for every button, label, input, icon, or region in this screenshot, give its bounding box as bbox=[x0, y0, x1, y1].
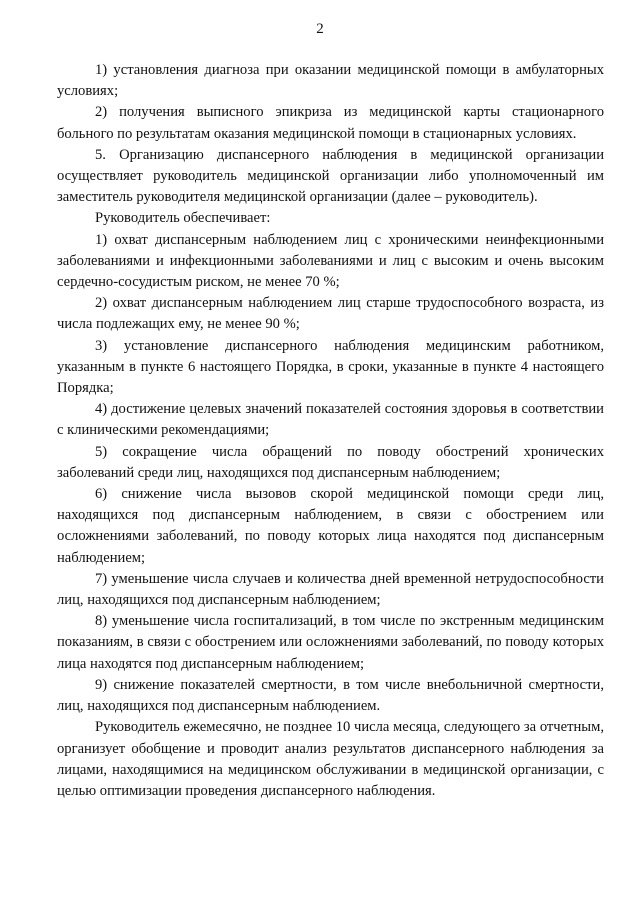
paragraph-organization: 5. Организацию диспансерного наблюдения в медицинской организации осуществляет руководитель медицинской организации либо уполномоченный им заместитель руководителя медицинской организации (далее – руководитель). bbox=[57, 146, 604, 206]
list-item: 7) уменьшение числа случаев и количества дней временной нетрудоспособности лиц, находящихся под диспансерным наблюдением; bbox=[57, 570, 604, 609]
list-item: 9) снижение показателей смертности, в том числе внебольничной смертности, лиц, находящихся под диспансерным наблюдением. bbox=[57, 676, 604, 715]
paragraph-monthly-analysis: Руководитель ежемесячно, не позднее 10 числа месяца, следующего за отчетным, организует обобщение и проводит анализ результатов диспансерного наблюдения за лицами, находящимися на медицинском обслуживании в медицинской организации, с целью оптимизации проведения диспансерного наблюдения. bbox=[57, 719, 604, 799]
page-number: 2 bbox=[316, 21, 324, 37]
list-item: 5) сокращение числа обращений по поводу обострений хронических заболеваний среди лиц, находящихся под диспансерным наблюдением; bbox=[57, 443, 604, 481]
list-item: 2) охват диспансерным наблюдением лиц старше трудоспособного возраста, из числа подлежащих ему, не менее 90 %; bbox=[57, 295, 604, 333]
list-item: 6) снижение числа вызовов скорой медицинской помощи среди лиц, находящихся под диспансерным наблюдением, в связи с обострением или осложнениями заболеваний, по поводу которых лица находятся под диспансерным наблюдением; bbox=[57, 486, 604, 566]
list-item: 4) достижение целевых значений показателей состояния здоровья в соответствии с клиническими рекомендациями; bbox=[57, 401, 604, 439]
document-body bbox=[57, 60, 604, 802]
list-item: 8) уменьшение числа госпитализаций, в том числе по экстренным медицинским показаниям, в связи с обострением или осложнениями заболеваний, по поводу которых лица находятся под диспансерным наблюдением; bbox=[57, 613, 604, 672]
paragraph-diagnosis: 1) установления диагноза при оказании медицинской помощи в амбулаторных условиях; bbox=[57, 62, 604, 100]
paragraph-discharge-summary: 2) получения выписного эпикриза из медицинской карты стационарного больного по результатам оказания медицинской помощи в стационарных условиях. bbox=[57, 104, 604, 142]
list-item: 1) охват диспансерным наблюдением лиц с хроническими неинфекционными заболеваниями и инфекционными заболеваниями и лиц с высоким и очень высоким сердечно-сосудистым риском, не менее 70 %; bbox=[57, 231, 604, 291]
paragraph-head-ensures: Руководитель обеспечивает: bbox=[95, 210, 271, 227]
list-item: 3) установление диспансерного наблюдения медицинским работником, указанным в пункте 6 настоящего Порядка, в сроки, указанные в пункте 4 настоящего Порядка; bbox=[57, 337, 604, 397]
